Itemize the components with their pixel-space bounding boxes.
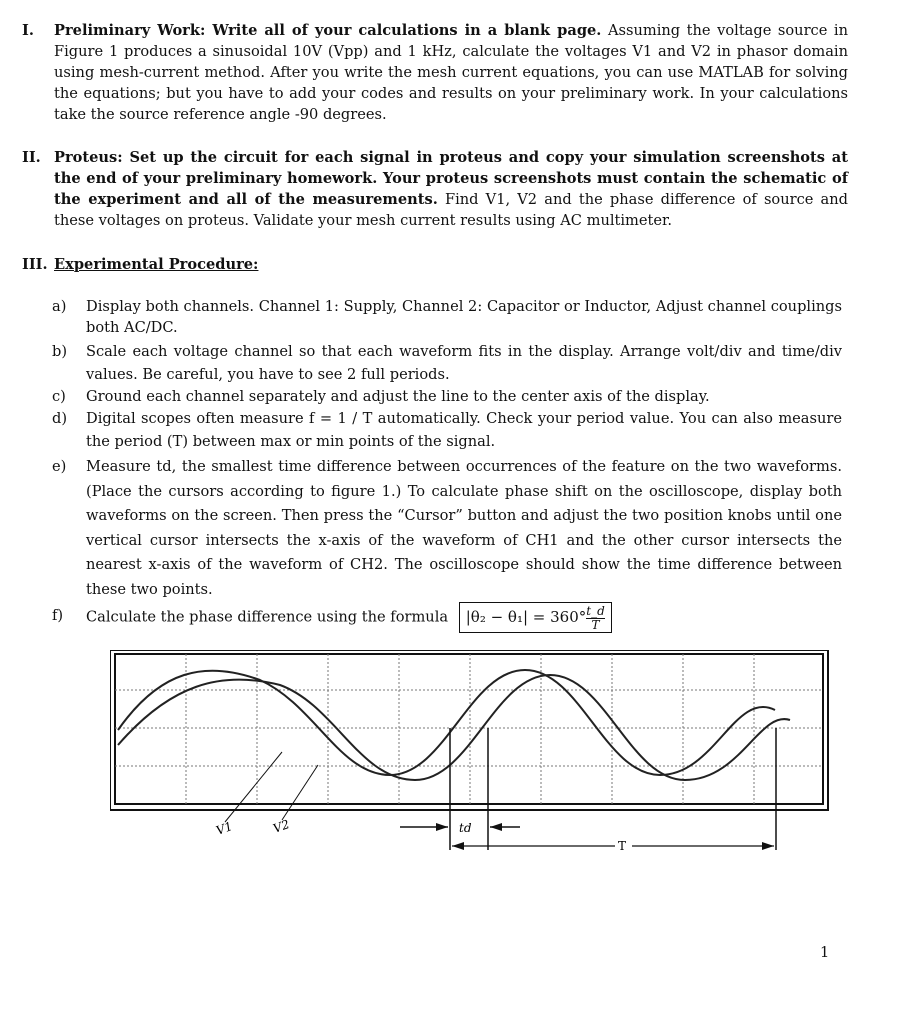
section-proteus <box>22 147 848 231</box>
v2-pointer <box>282 765 318 820</box>
section-procedure <box>22 254 848 275</box>
waveform-v1 <box>118 670 775 775</box>
oscilloscope-figure <box>110 650 830 860</box>
section-bold-text: Preliminary Work: Write all of your calculations in a blank page. <box>54 22 602 39</box>
period-arrowhead-left <box>452 842 464 850</box>
phase-formula: |θ₂ − θ₁| = 360° $\frac{t\_d}{T}$ <box>459 602 612 633</box>
procedure-list <box>52 296 842 633</box>
section-number: I. <box>22 22 34 39</box>
period-arrowhead-right <box>762 842 774 850</box>
page-number: 1 <box>820 944 830 961</box>
v1-pointer <box>225 752 282 822</box>
section-number: II. <box>22 149 41 166</box>
section-text: Find V1, V2 and the phase difference of source and these voltages on proteus. Validate your mesh current results using AC multimeter. <box>54 191 848 229</box>
list-item: f) Calculate the phase difference using the formula |θ₂ − θ₁| = 360° $\frac{t\_d}{T}$ <box>52 602 842 633</box>
v1-label: V1 <box>214 819 235 838</box>
list-item: c) Ground each channel separately and adjust the line to the center axis of the display. <box>52 388 710 405</box>
scope-screen <box>110 650 828 810</box>
list-item: a) Display both channels. Channel 1: Supply, Channel 2: Capacitor or Inductor, Adjust channel couplings both AC/DC. <box>52 298 842 336</box>
grid <box>115 654 823 804</box>
procedure-heading: Experimental Procedure: <box>54 256 259 273</box>
section-number: III. <box>22 256 48 273</box>
td-arrowhead-left <box>436 823 448 831</box>
v2-label: V2 <box>271 817 292 836</box>
period-label: T <box>618 839 627 853</box>
list-item: d) Digital scopes often measure f = 1 / T automatically. Check your period value. You can also measure the period (T) between max or min points of the signal. <box>52 410 842 450</box>
td-label: td <box>459 821 472 835</box>
list-item: b) Scale each voltage channel so that each waveform fits in the display. Arrange volt/div and time/div values. Be careful, you have to see 2 full periods. <box>52 343 842 383</box>
td-arrowhead-right <box>490 823 502 831</box>
section-preliminary <box>22 20 848 125</box>
list-item: e) Measure td, the smallest time difference between occurrences of the feature on the two waveforms. (Place the cursors according to figure 1.) To calculate phase shift on the oscilloscope, display both waveforms on the screen. Then press the “Cursor” button and adjust the two position knobs until one vertical cursor intersects the x-axis of the waveform of CH1 and the other cursor intersects the nearest x-axis of the waveform of CH2. The oscilloscope should show the time difference between these two points. <box>52 458 842 598</box>
section-bold-text: Proteus: Set up the circuit for each signal in proteus and copy your simulation screenshots at the end of your preliminary homework. Your proteus screenshots must contain the schematic of the experiment and all of the measurements. <box>54 149 848 208</box>
section-text: Assuming the voltage source in Figure 1 produces a sinusoidal 10V (Vpp) and 1 kHz, calculate the voltages V1 and V2 in phasor domain using mesh-current method. After you write the mesh current equations, you can use MATLAB for solving the equations; but you have to add your codes and results on your preliminary work. In your calculations take the source reference angle -90 degrees. <box>54 22 848 123</box>
